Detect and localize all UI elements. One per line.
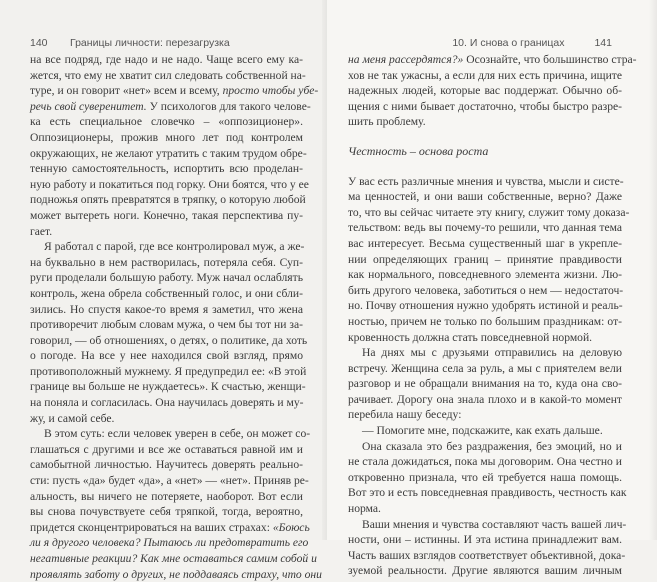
text-line: гает. bbox=[30, 224, 53, 238]
text-line: противоположный мужнему. Я предупредил ее: «В этой bbox=[30, 364, 307, 378]
text-line: самобытной личностью. Научитесь доверять реально- bbox=[30, 458, 303, 472]
right-running-header bbox=[452, 37, 612, 49]
text-line: зились. Но спустя какое-то время я заметил, что жена bbox=[30, 302, 303, 316]
text-line: речь свой суверенитет. У психологов для такого челове- bbox=[30, 99, 311, 113]
text-line: норма. bbox=[348, 502, 381, 516]
text-line: откровенно признала, что ей требуется наша помощь. bbox=[348, 470, 622, 484]
text-line: туре, и он говорит «нет» всем и всему, просто чтобы убе- bbox=[30, 84, 319, 98]
section-heading: Честность – основа роста bbox=[348, 143, 489, 158]
text-line: ка есть специальное словечко – «оппозиционер». bbox=[30, 115, 303, 129]
text-line: Вот это и есть повседневная правдивость, честность как bbox=[348, 486, 627, 500]
text-line: — Помогите мне, подскажите, как ехать дальше. bbox=[362, 424, 603, 438]
text-line: Оппозиционеры, прожив много лет под контролем bbox=[30, 130, 303, 144]
text-line: нии определяющих границ – принятие правдивости bbox=[348, 252, 622, 266]
text-line: перебила нашу беседу: bbox=[348, 408, 462, 422]
text-line: В этом суть: если человек уверен в себе, он может со- bbox=[44, 427, 311, 441]
text-line: щения с ними бывает достаточно, чтобы быстро разре- bbox=[348, 99, 622, 113]
text-line: глашаться с другими и все же оставаться равной им и bbox=[30, 442, 303, 456]
book-title-header: Границы личности: перезагрузка bbox=[70, 37, 230, 49]
text-line: Я работал с парой, где все контролировал муж, а же- bbox=[44, 240, 305, 254]
text-line: не стала дожидаться, пока мы договорим. Она честно и bbox=[348, 455, 622, 469]
text-line: говорил, — об отношениях, о детях, о политике, да хоть bbox=[30, 333, 308, 347]
text-line: альность, вы ничего не потеряете, наоборот. Вот если bbox=[30, 489, 303, 503]
left-page bbox=[0, 0, 327, 581]
text-line: кровенность должна стать повседневной нормой. bbox=[348, 330, 593, 344]
text-line: сти: пусть «да» будет «да», а «нет» — «нет». Приняв ре- bbox=[30, 474, 309, 488]
text-line: то, что вы сейчас читаете эту книгу, служит тому доказа- bbox=[348, 205, 630, 219]
text-line: тенную самостоятельность, испортить всю проделан- bbox=[30, 162, 303, 176]
text-line: противоречит любым словам мужа, о чем бы тот ни за- bbox=[30, 318, 303, 332]
text-line: ности, они – истинны. И эта истина принадлежит вам. bbox=[348, 533, 622, 547]
text-line: У вас есть различные мнения и чувства, мысли и систе- bbox=[348, 174, 624, 188]
text-line: на все подряд, где надо и не надо. Чаще всего ему ка- bbox=[30, 53, 303, 66]
text-line: надежных людей, которые вас поддержат. Обычно об- bbox=[348, 84, 622, 98]
text-line: контроль, жена обрела собственный голос, и они сбли- bbox=[30, 286, 303, 300]
text-line: тельством: ведь вы почему-то решили, что данная тема bbox=[348, 221, 622, 235]
text-line: Она сказала это без раздражения, без эмоций, но и bbox=[362, 439, 622, 453]
text-line: зуемой реальности. Другие являются вашим личным bbox=[348, 564, 622, 578]
text-line: хов не так ужасны, а если для них есть причина, ищите bbox=[348, 68, 622, 82]
left-running-header bbox=[30, 37, 230, 49]
text-line: жется, что ему не хватит сил следовать собственной на- bbox=[30, 68, 306, 82]
text-line: шить проблему. bbox=[348, 115, 426, 129]
left-body-text bbox=[30, 52, 322, 582]
text-line: руги проделали большую работу. Муж начал ослаблять bbox=[30, 271, 303, 285]
text-line: ли я другого человека? Пытаюсь ли предотвратить его bbox=[30, 536, 309, 550]
text-line: разговор и не обращали внимания на то, куда она сво- bbox=[348, 377, 622, 391]
page-number-right: 141 bbox=[594, 37, 612, 49]
text-line: вас интересует. Весьма существенный шаг в укрепле- bbox=[348, 236, 622, 250]
page-number-left: 140 bbox=[30, 37, 48, 49]
text-line: как нормального, повседневного элемента жизни. Лю- bbox=[348, 268, 622, 282]
text-line: встречу. Женщина села за руль, а мы с приятелем вели bbox=[348, 361, 622, 375]
right-body-text bbox=[348, 52, 637, 579]
text-line: на буквально в нем растворилась, потеряла себя. Суп- bbox=[30, 255, 303, 269]
right-intro-paragraph bbox=[348, 52, 637, 130]
page-edge bbox=[649, 0, 657, 540]
text-line: проявлять заботу о других, не поддаваясь страху, что они bbox=[30, 567, 322, 581]
text-line: Часть ваших взглядов соответствует объективной, дока- bbox=[348, 548, 626, 562]
right-section-body bbox=[348, 174, 630, 579]
text-line: подножья опять превратятся в тряпку, о которую любой bbox=[30, 193, 306, 207]
text-line: о погоде. На все у нее находился свой взгляд, прямо bbox=[30, 349, 303, 363]
text-line: окружающих, не желают утратить с таким трудом обре- bbox=[30, 146, 307, 160]
text-line: Ваши мнения и чувства составляют часть вашей лич- bbox=[362, 517, 627, 531]
text-line: ную работу и покатиться под горку. Они боятся, что у ее bbox=[30, 177, 309, 191]
right-page bbox=[327, 0, 657, 578]
text-line: рачивает. Дорогу она знала плохо и в какой-то момент bbox=[348, 392, 622, 406]
text-line: вы снова почувствуете себя тряпкой, тогда, вероятно, bbox=[30, 505, 303, 519]
text-line: негативные реакции? Как мне оставаться самим собой и bbox=[30, 552, 317, 565]
text-line: бить другого человека, заботиться о нем — недостаточ- bbox=[348, 283, 624, 297]
text-line: придется сконцентрироваться на ваших страхах: «Боюсь bbox=[30, 520, 310, 534]
chapter-title-header: 10. И снова о границах bbox=[452, 37, 565, 49]
text-line: на поняла и согласилась. Она научилась доверять и му- bbox=[30, 396, 304, 410]
text-line: ма ценностей, и они ваши собственные, верно? Даже bbox=[348, 190, 622, 204]
text-line: жу, и самой себе. bbox=[30, 411, 115, 425]
text-line: границе вы больше не нуждаетесь». К счастью, женщи- bbox=[30, 380, 306, 394]
text-line: на меня рассердятся?» Осознайте, что большинство стра- bbox=[348, 53, 637, 66]
text-line: но. Почву отношения нужно удобрять истиной и реаль- bbox=[348, 299, 623, 313]
text-line: ностью, причем не только по большим праздникам: от- bbox=[348, 314, 622, 328]
text-line: может вытереть ноги. Конечно, такая перспектива пу- bbox=[30, 208, 303, 222]
text-line: На днях мы с друзьями отправились на деловую bbox=[362, 346, 622, 360]
